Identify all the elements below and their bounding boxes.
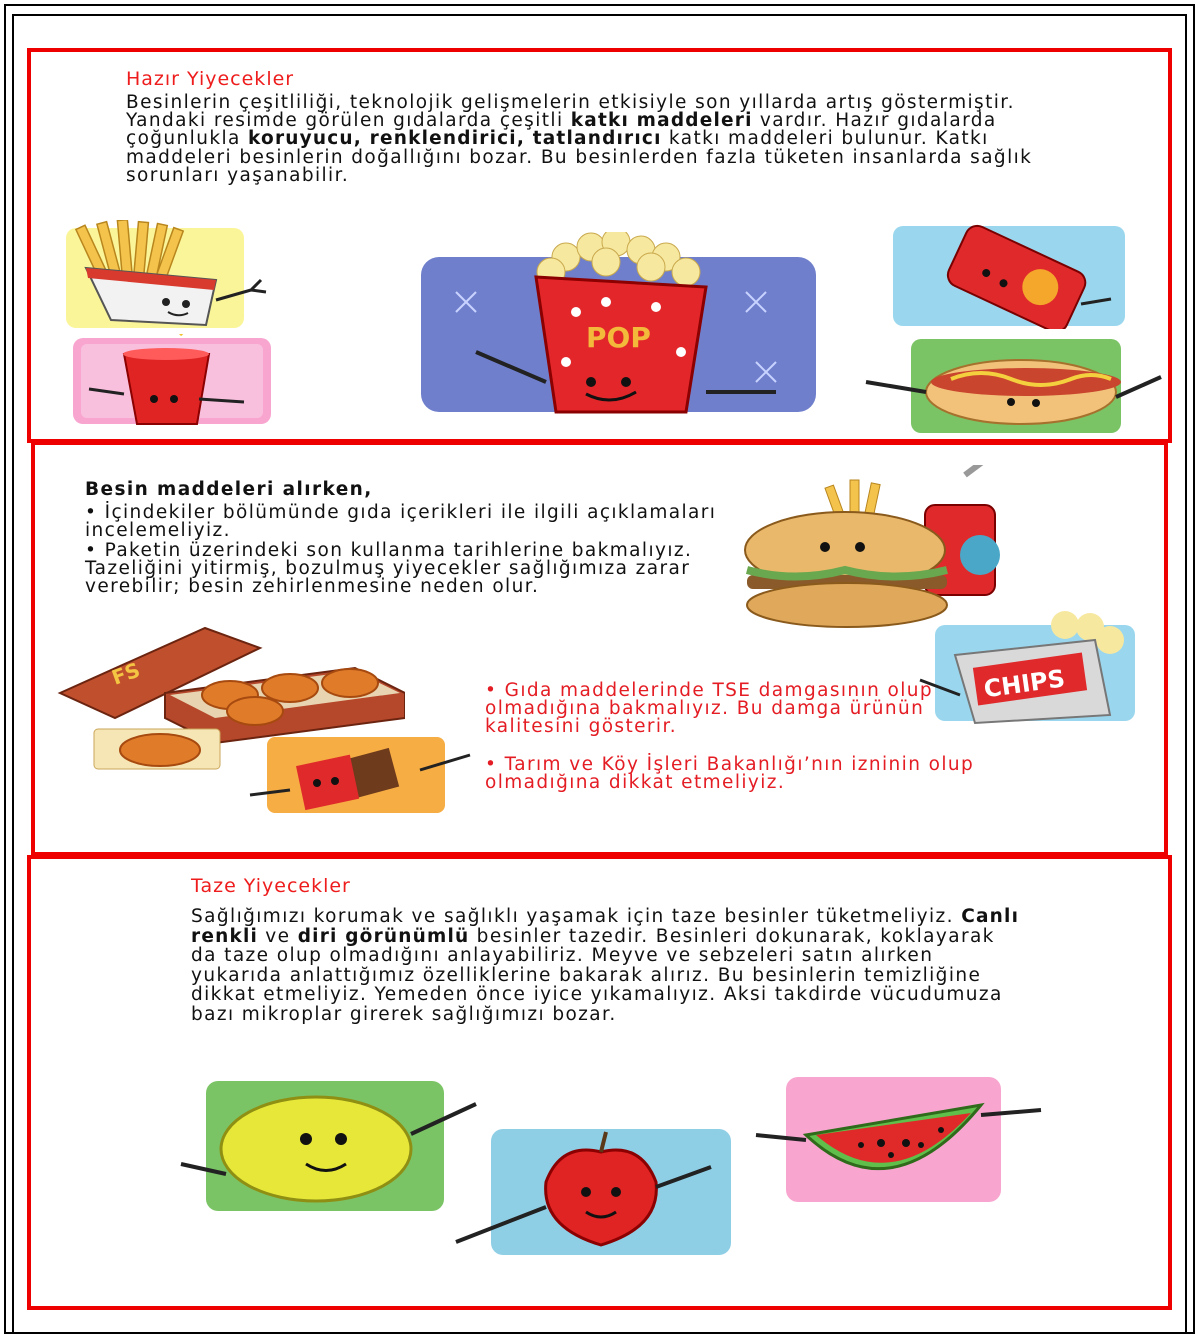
bullet-tse: • Gıda maddelerinde TSE damgasının olup olmadığına bakmalıyız. Bu damga ürünün kalitesini gösterir. bbox=[485, 680, 934, 738]
chips-label: CHIPS bbox=[982, 664, 1067, 704]
lemon-illustration bbox=[176, 1079, 491, 1214]
chips-illustration bbox=[915, 605, 1140, 725]
paragraph-hazir bbox=[126, 94, 1041, 185]
text-run: katkı maddeleri bulunur. Katkı maddeleri besinlerin doğallığını bozar. Bu besinlerden fazla tüketen insanlarda sağlık sorunları yaşanabilir. bbox=[126, 128, 1033, 186]
popcorn-illustration bbox=[416, 232, 821, 417]
hotdog-illustration bbox=[861, 337, 1166, 437]
section-hazir-yiyecekler bbox=[27, 48, 1172, 443]
section-heading: Besin maddeleri alırken, bbox=[85, 479, 373, 500]
bold-text: katkı maddeleri bbox=[570, 110, 753, 132]
watermelon-illustration bbox=[751, 1075, 1051, 1205]
french-fries-illustration bbox=[56, 220, 286, 335]
text-run: besinler tazedir. Besinleri dokunarak, koklayarak da taze olup olmadığını anlayabiliriz. Meyve ve sebzeleri satın alırken yukarıda anlattığımız özelliklerine bakarak alırız. Bu besinlerin temizliğine dikkat etmeliyiz. Yemeden önce iyice yıkamalıyız. Aksi takdirde vücudumuza bazı mikroplar girerek sağlığımızı bozar. bbox=[191, 925, 1003, 1025]
bold-text: koruyucu, renklendirici, tatlandırıcı bbox=[248, 128, 662, 150]
paragraph-taze bbox=[191, 907, 1021, 1024]
section-title: Taze Yiyecekler bbox=[191, 875, 351, 897]
section-title: Hazır Yiyecekler bbox=[126, 68, 295, 90]
apple-illustration bbox=[451, 1127, 741, 1257]
text-run: vardır. Hazır gıdalarda çoğunlukla bbox=[126, 110, 997, 150]
bullet-icindekiler: • İçindekiler bölümünde gıda içerikleri ile ilgili açıklamaları incelemeliyiz. bbox=[85, 502, 717, 542]
bold-text: Canlı renkli bbox=[191, 906, 1020, 947]
bullet-tarim-bakanligi: • Tarım ve Köy İşleri Bakanlığı’nın izninin olup olmadığına dikkat etmeliyiz. bbox=[485, 754, 975, 794]
text-run: Sağlığımızı korumak ve sağlıklı yaşamak için taze besinler tüketmeliyiz. bbox=[191, 906, 962, 927]
section-besin-maddeleri bbox=[31, 441, 1168, 856]
svg-text:FS: FS bbox=[108, 657, 144, 690]
popcorn-label: POP bbox=[586, 321, 651, 354]
bullet-son-kullanma: • Paketin üzerindeki son kullanma tarihlerine bakmalıyız. Tazeliğini yitirmiş, bozulmuş yiyecekler sağlığımıza zarar verebilir; besin zehirlenmesine neden olur. bbox=[85, 540, 693, 598]
soda-cup-illustration bbox=[69, 334, 279, 429]
bold-text: diri görünümlü bbox=[297, 925, 470, 947]
text-run: ve bbox=[258, 925, 298, 947]
chocolate-bar-illustration bbox=[245, 735, 475, 815]
soda-can-illustration bbox=[891, 224, 1131, 329]
single-cookie-illustration bbox=[90, 725, 225, 775]
text-run: Besinlerin çeşitliliği, teknolojik gelişmelerin etkisiyle son yıllarda artış göstermiştir. Yandaki resimde görülen gıdalarda çeşitli bbox=[126, 92, 1015, 132]
section-taze-yiyecekler bbox=[27, 855, 1172, 1310]
